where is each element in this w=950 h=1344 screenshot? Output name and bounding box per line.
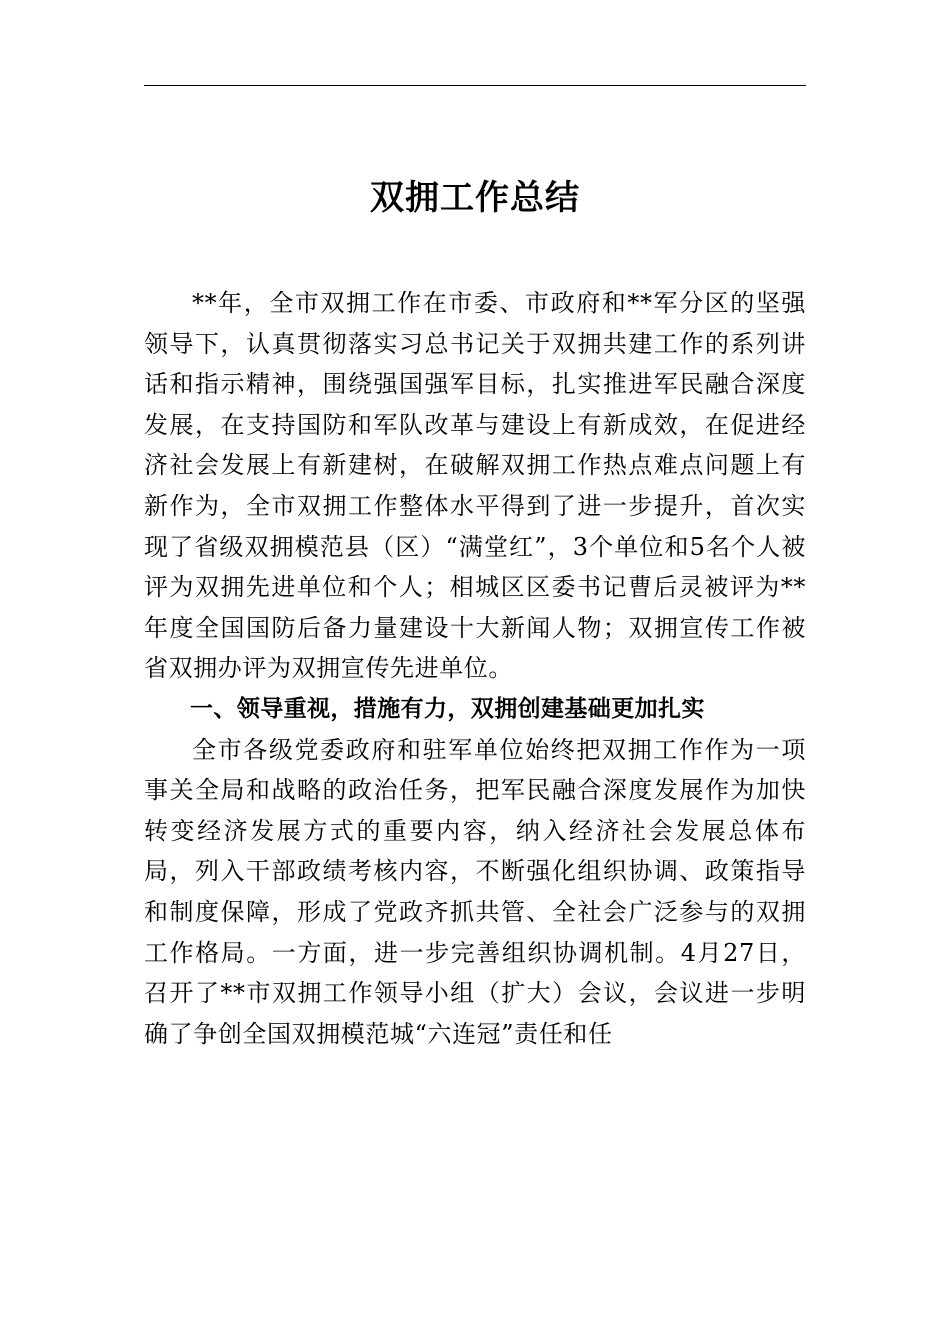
document-body [144, 283, 806, 1054]
section-paragraph: 全市各级党委政府和驻军单位始终把双拥工作作为一项事关全局和战略的政治任务，把军民融合深度发展作为加快转变经济发展方式的重要内容，纳入经济社会发展总体布局，列入干部政绩考核内容，不断强化组织协调、政策指导和制度保障，形成了党政齐抓共管、全社会广泛参与的双拥工作格局。一方面，进一步完善组织协调机制。4月27日，召开了**市双拥工作领导小组（扩大）会议，会议进一步明确了争创全国双拥模范城“六连冠”责任和任 [144, 735, 806, 1048]
intro-paragraph: **年，全市双拥工作在市委、市政府和**军分区的坚强领导下，认真贯彻落实习总书记关于双拥共建工作的系列讲话和指示精神，围绕强国强军目标，扎实推进军民融合深度发展，在支持国防和军队改革与建设上有新成效，在促进经济社会发展上有新建树，在破解双拥工作热点难点问题上有新作为，全市双拥工作整体水平得到了进一步提升，首次实现了省级双拥模范县（区）“满堂红”，3个单位和5名个人被评为双拥先进单位和个人；相城区区委书记曹后灵被评为**年度全国国防后备力量建设十大新闻人物；双拥宣传工作被省双拥办评为双拥宣传先进单位。 [144, 289, 806, 683]
section-heading: 一、领导重视，措施有力，双拥创建基础更加扎实 [190, 695, 705, 722]
header-rule [144, 85, 806, 86]
document-title: 双拥工作总结 [370, 178, 580, 218]
